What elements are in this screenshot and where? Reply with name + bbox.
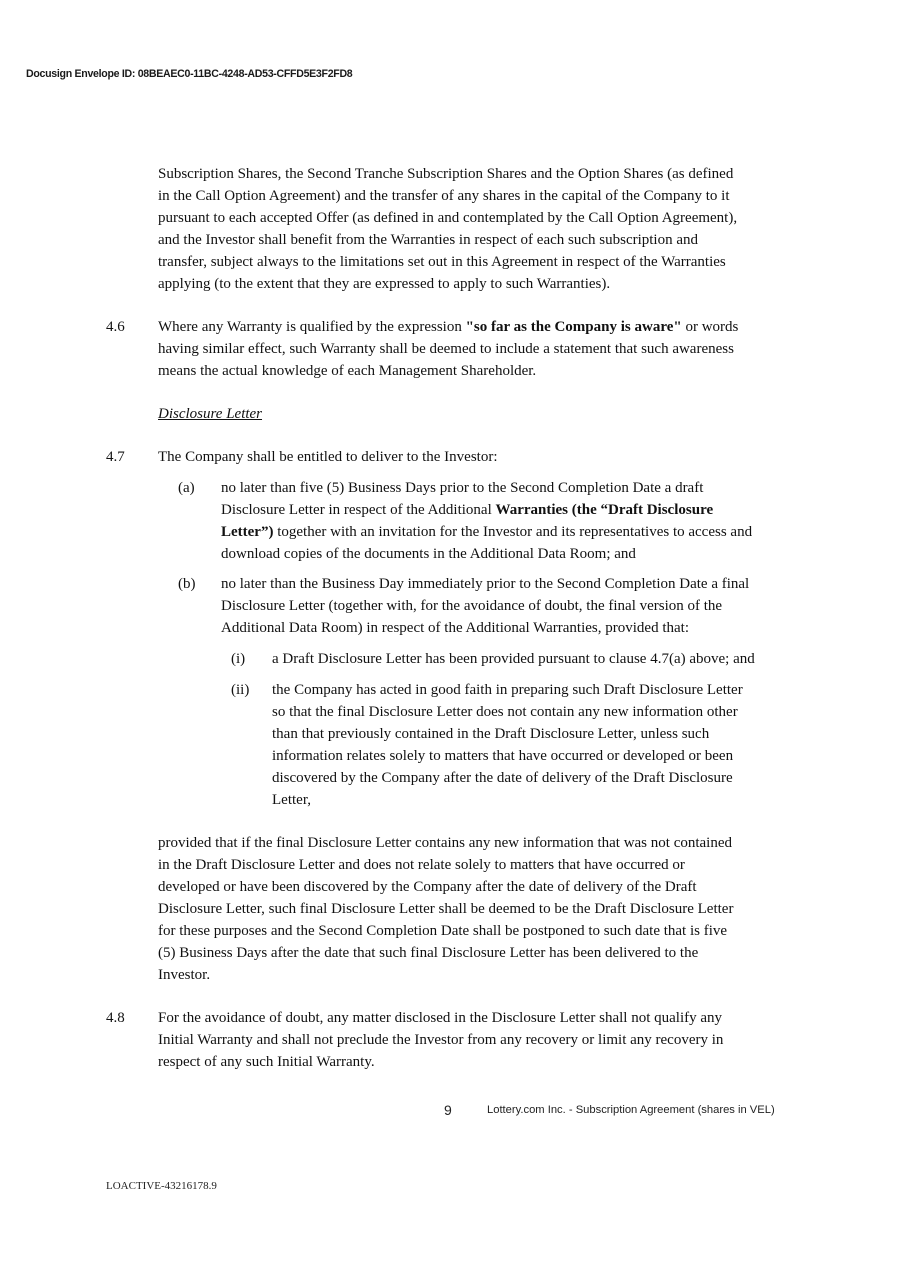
text-line: Subscription Shares, the Second Tranche Subscription Shares and the Option Shares (as defined (158, 166, 734, 182)
text-line: Investor. (158, 967, 211, 983)
text-line: transfer, subject always to the limitations set out in this Agreement in respect of the Warranties (158, 254, 726, 270)
text-line: Disclosure Letter, such final Disclosure Letter shall be deemed to be the Draft Disclosure Letter (158, 901, 734, 917)
intro-paragraph (158, 163, 737, 295)
clause-4-8 (158, 1007, 723, 1073)
subitem-label-i: (i) (231, 651, 246, 667)
text-line: no later than five (5) Business Days prior to the Second Completion Date a draft (221, 480, 704, 496)
text-line: Additional Data Room) in respect of the Additional Warranties, provided that: (221, 620, 689, 636)
text-run: Where any Warranty is qualified by the expression (158, 319, 466, 335)
text-line: For the avoidance of doubt, any matter disclosed in the Disclosure Letter shall not qualify any (158, 1010, 723, 1026)
clause-number-4-6: 4.6 (106, 319, 125, 335)
text-run: Disclosure Letter in respect of the Additional (221, 502, 496, 518)
text-line (221, 521, 752, 543)
text-line: provided that if the final Disclosure Letter contains any new information that was not contained (158, 835, 732, 851)
text-line: respect of any such Initial Warranty. (158, 1054, 375, 1070)
page-number: 9 (444, 1102, 452, 1118)
text-run: or words (681, 319, 739, 335)
text-line: in the Call Option Agreement) and the transfer of any shares in the capital of the Company to it (158, 188, 730, 204)
bold-term: Warranties (the “Draft Disclosure (495, 502, 714, 518)
text-line: (5) Business Days after the date that such final Disclosure Letter has been delivered to the (158, 945, 699, 961)
document-reference: LOACTIVE-43216178.9 (106, 1180, 217, 1192)
text-line: Disclosure Letter (together with, for the avoidance of doubt, the final version of the (221, 598, 723, 614)
text-line (221, 499, 752, 521)
text-line: developed or have been discovered by the Company after the date of delivery of the Draft (158, 879, 697, 895)
item-label-b: (b) (178, 576, 196, 592)
text-line: applying (to the extent that they are expressed to apply to such Warranties). (158, 276, 611, 292)
text-line: Letter, (272, 792, 311, 808)
bold-term: "so far as the Company is aware" (465, 319, 682, 335)
proviso-paragraph (158, 832, 733, 986)
text-line: no later than the Business Day immediately prior to the Second Completion Date a final (221, 576, 750, 592)
text-line: pursuant to each accepted Offer (as defined in and contemplated by the Call Option Agreement), (158, 210, 738, 226)
text-line: information relates solely to matters that have occurred or developed or been (272, 748, 734, 764)
section-heading: Disclosure Letter (158, 406, 263, 422)
text-line: having similar effect, such Warranty shall be deemed to include a statement that such awareness (158, 341, 734, 357)
subitem-i: a Draft Disclosure Letter has been provided pursuant to clause 4.7(a) above; and (272, 651, 755, 667)
item-b (221, 573, 749, 639)
text-line (158, 316, 738, 338)
subitem-ii (272, 679, 743, 811)
text-line: so that the final Disclosure Letter does not contain any new information other (272, 704, 738, 720)
text-line: means the actual knowledge of each Management Shareholder. (158, 363, 537, 379)
text-line: download copies of the documents in the Additional Data Room; and (221, 546, 636, 562)
text-line: Initial Warranty and shall not preclude the Investor from any recovery or limit any recovery in (158, 1032, 724, 1048)
subitem-label-ii: (ii) (231, 682, 250, 698)
text-run: together with an invitation for the Investor and its representatives to access and (273, 524, 753, 540)
text-line: discovered by the Company after the date of delivery of the Draft Disclosure (272, 770, 733, 786)
text-line: and the Investor shall benefit from the Warranties in respect of each such subscription and (158, 232, 699, 248)
text-line: the Company has acted in good faith in preparing such Draft Disclosure Letter (272, 682, 743, 698)
clause-4-6 (158, 316, 738, 382)
item-a (221, 477, 752, 565)
text-line: in the Draft Disclosure Letter and does not relate solely to matters that have occurred or (158, 857, 685, 873)
clause-number-4-8: 4.8 (106, 1010, 125, 1026)
footer-title: Lottery.com Inc. - Subscription Agreement (shares in VEL) (487, 1104, 775, 1116)
clause-number-4-7: 4.7 (106, 449, 125, 465)
item-label-a: (a) (178, 480, 195, 496)
clause-4-7-lead: The Company shall be entitled to deliver to the Investor: (158, 449, 498, 465)
docusign-envelope-id: Docusign Envelope ID: 08BEAEC0-11BC-4248-AD53-CFFD5E3F2FD8 (26, 68, 353, 80)
bold-term: Letter”) (221, 524, 274, 540)
text-line: for these purposes and the Second Completion Date shall be postponed to such date that is five (158, 923, 728, 939)
text-line: than that previously contained in the Draft Disclosure Letter, unless such (272, 726, 710, 742)
